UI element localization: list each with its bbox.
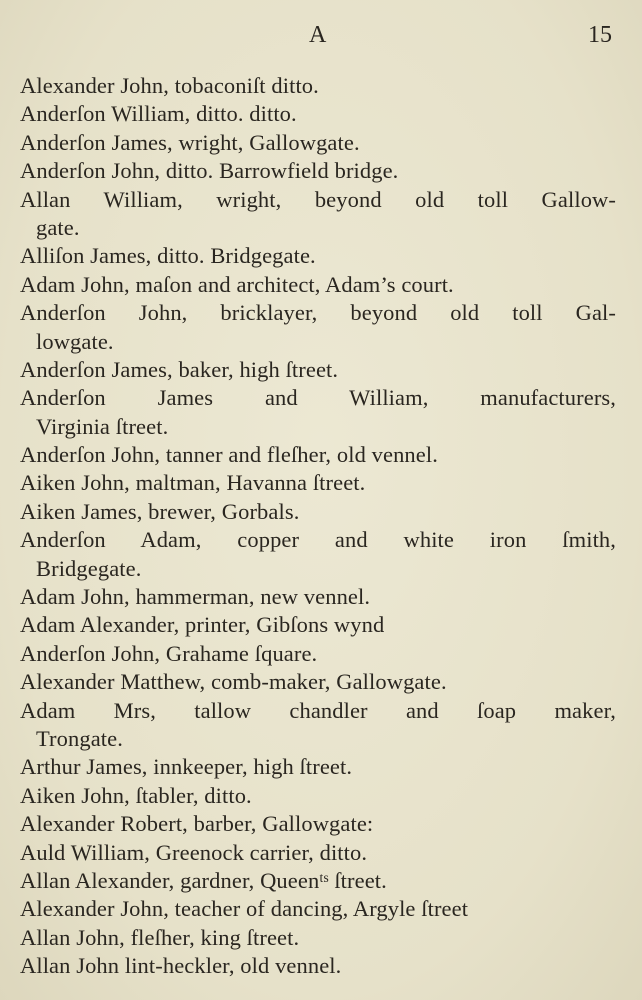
directory-entry	[20, 583, 616, 611]
directory-entry	[20, 100, 616, 128]
directory-entry	[20, 839, 616, 867]
entry-line: Aiken James, brewer, Gorbals.	[20, 498, 300, 524]
directory-entry	[20, 952, 616, 980]
directory-entry	[20, 810, 616, 838]
directory-entry	[20, 640, 616, 668]
entry-line: Allan John, fleſher, king ſtreet.	[20, 924, 300, 950]
directory-entry	[20, 129, 616, 157]
directory-entry	[20, 753, 616, 781]
directory-entry	[20, 384, 616, 441]
entry-continuation-line: Virginia ſtreet.	[36, 413, 169, 439]
entry-line: Anderſon William, ditto. ditto.	[20, 101, 297, 127]
section-letter: A	[309, 22, 327, 48]
entry-line: Aiken John, ſtabler, ditto.	[20, 782, 252, 808]
directory-entry	[20, 242, 616, 270]
page-number: 15	[588, 22, 612, 48]
entry-line: Anderſon James and William, manufacturers,	[20, 385, 616, 411]
entry-line: Anderſon John, ditto. Barrowfield bridge.	[20, 158, 399, 184]
entry-line: Allan Alexander, gardner, Queenᵗˢ ſtreet.	[20, 867, 387, 893]
entry-line: Anderſon Adam, copper and white iron ſmith,	[20, 527, 616, 553]
entry-line: Alliſon James, ditto. Bridgegate.	[20, 243, 316, 269]
entry-line: Anderſon John, tanner and fleſher, old vennel.	[20, 442, 438, 468]
entry-line: Adam John, maſon and architect, Adam’s court.	[20, 271, 454, 297]
entry-line: Alexander Matthew, comb-maker, Gallowgate.	[20, 669, 447, 695]
entry-line: Alexander John, teacher of dancing, Argyle ſtreet	[20, 896, 469, 922]
entry-line: Allan William, wright, beyond old toll Gallow-	[20, 186, 616, 212]
running-header	[0, 22, 642, 54]
entry-line: Allan John lint-heckler, old vennel.	[20, 953, 342, 979]
directory-entry	[20, 526, 616, 583]
directory-entry	[20, 782, 616, 810]
entry-line: Anderſon James, baker, high ſtreet.	[20, 356, 339, 382]
directory-entry	[20, 157, 616, 185]
entry-continuation-line: lowgate.	[36, 328, 114, 354]
entry-line: Anderſon James, wright, Gallowgate.	[20, 129, 360, 155]
entry-continuation-line: Trongate.	[36, 725, 123, 751]
entry-continuation-line: Bridgegate.	[36, 555, 142, 581]
entry-continuation-line: gate.	[36, 214, 80, 240]
directory-entry	[20, 271, 616, 299]
entry-line: Anderſon John, bricklayer, beyond old toll Gal-	[20, 300, 616, 326]
directory-entry	[20, 498, 616, 526]
directory-entry	[20, 469, 616, 497]
directory-entry	[20, 186, 616, 243]
entry-line: Auld William, Greenock carrier, ditto.	[20, 839, 368, 865]
directory-entry	[20, 299, 616, 356]
directory-entry	[20, 356, 616, 384]
entry-line: Anderſon John, Grahame ſquare.	[20, 640, 318, 666]
entry-line: Alexander John, tobaconiſt ditto.	[20, 73, 319, 98]
entry-line: Aiken John, maltman, Havanna ſtreet.	[20, 470, 366, 496]
directory-entry	[20, 441, 616, 469]
entry-line: Arthur James, innkeeper, high ſtreet.	[20, 754, 353, 780]
directory-entry	[20, 895, 616, 923]
directory-entry	[20, 697, 616, 754]
directory-entry	[20, 867, 616, 895]
directory-entry	[20, 668, 616, 696]
directory-entry	[20, 611, 616, 639]
directory-entry	[20, 924, 616, 952]
entry-line: Adam John, hammerman, new vennel.	[20, 584, 371, 610]
entry-line: Adam Alexander, printer, Gibſons wynd	[20, 612, 385, 638]
entry-line: Alexander Robert, barber, Gallowgate:	[20, 811, 374, 837]
directory-entries	[20, 72, 616, 981]
entry-line: Adam Mrs, tallow chandler and ſoap maker,	[20, 697, 616, 723]
directory-entry	[20, 72, 616, 100]
